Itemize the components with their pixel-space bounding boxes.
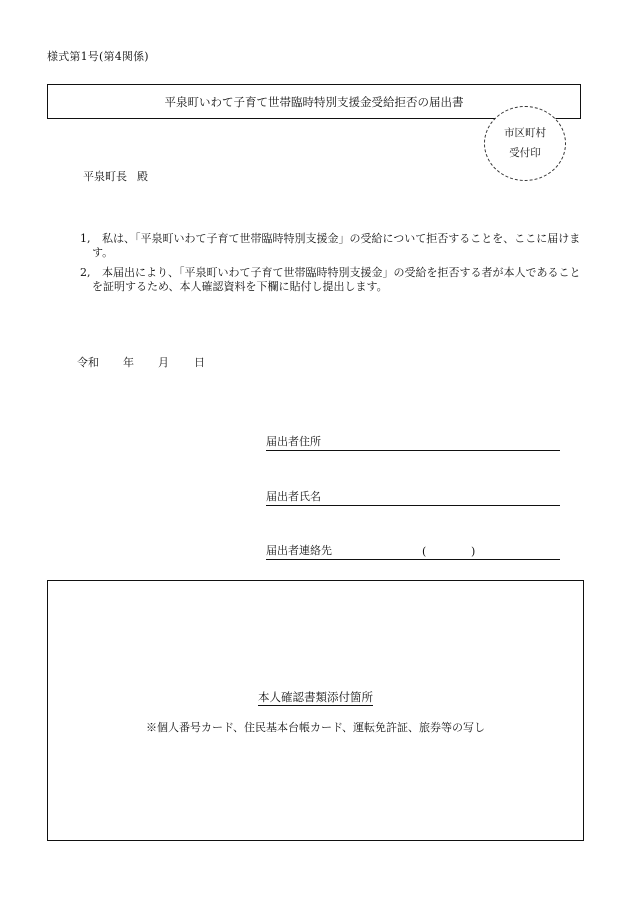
attachment-area [47,580,584,841]
address-label: 届出者住所 [266,435,321,448]
contact-field-row[interactable] [266,543,560,560]
attachment-title-wrap [48,689,583,705]
form-number: 様式第1号(第4関係) [47,50,149,63]
date-month: 月 [158,356,169,369]
document-title: 平泉町いわて子育て世帯臨時特別支援金受給拒否の届出書 [164,94,464,109]
stamp-line-2: 受付印 [509,147,541,159]
name-field-row[interactable] [266,489,560,506]
date-day: 日 [194,356,205,369]
name-label: 届出者氏名 [266,490,321,503]
declaration-item-2 [80,266,590,294]
recipient [83,168,148,184]
recipient-honorific: 殿 [137,170,148,183]
date-line [77,354,205,370]
item-number: 2, [80,266,91,279]
applicant-fields [266,434,560,558]
reception-stamp-circle [484,106,566,181]
contact-label: 届出者連絡先 [266,544,332,557]
item-text: 私は、「平泉町いわて子育て世帯臨時特別支援金」の受給について拒否することを、ここに届けます。 [92,232,581,259]
paren-open: ( [422,545,427,558]
attachment-note: ※個人番号カード、住民基本台帳カード、運転免許証、旅券等の写し [145,721,486,734]
declaration-item-1 [80,232,590,260]
attachment-title: 本人確認書類添付箇所 [258,690,373,704]
item-text: 本届出により、「平泉町いわて子育て世帯臨時特別支援金」の受給を拒否する者が本人であることを証明するため、本人確認資料を下欄に貼付し提出します。 [92,266,581,293]
paren-close: ) [471,545,476,558]
recipient-mayor: 平泉町長 [83,170,127,183]
item-number: 1, [80,232,91,245]
date-era: 令和 [77,356,99,369]
date-year: 年 [123,356,134,369]
stamp-line-1: 市区町村 [504,127,546,139]
address-field-row[interactable] [266,434,560,451]
